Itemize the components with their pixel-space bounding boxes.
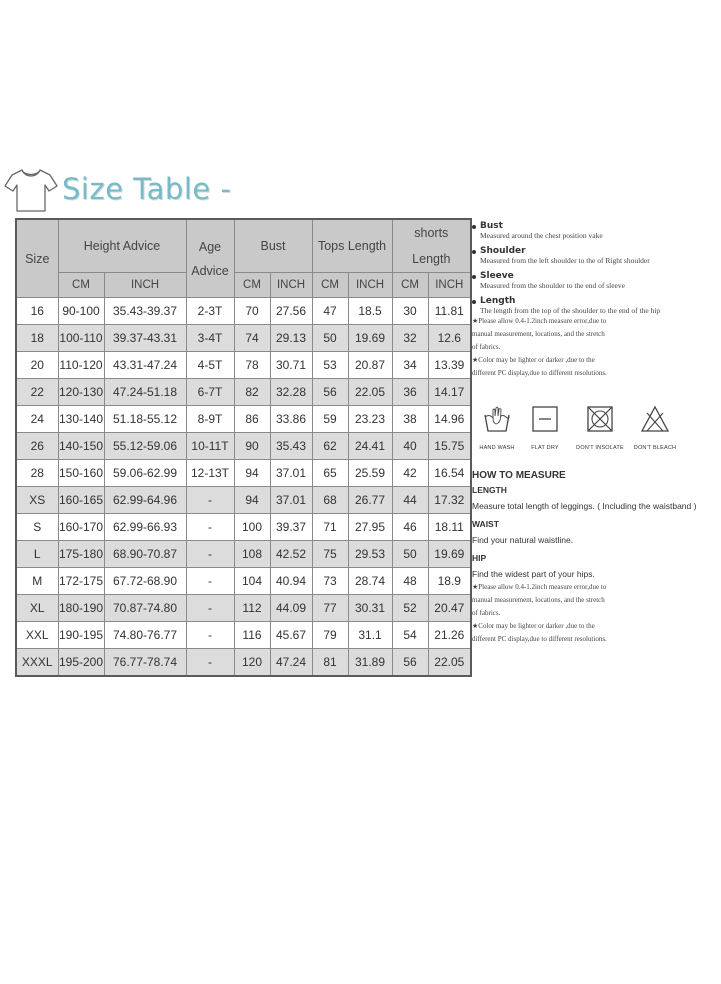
cell-tops-inch: 23.23 (348, 406, 392, 433)
cell-shorts-inch: 20.47 (428, 595, 471, 622)
cell-height-cm: 130-140 (58, 406, 104, 433)
cell-height-inch: 70.87-74.80 (104, 595, 186, 622)
cell-tops-cm: 56 (312, 379, 348, 406)
cell-bust-inch: 27.56 (270, 298, 312, 325)
care-dont-insolate (575, 405, 625, 451)
cell-height-cm: 120-130 (58, 379, 104, 406)
cell-height-cm: 160-165 (58, 487, 104, 514)
cell-shorts-cm: 30 (392, 298, 428, 325)
cell-size: 20 (16, 352, 58, 379)
note-title: Length (480, 296, 516, 306)
cell-age: - (186, 568, 234, 595)
table-row (16, 487, 471, 514)
cell-bust-cm: 94 (234, 460, 270, 487)
note-title: Bust (480, 221, 503, 231)
sub-header-inch: INCH (104, 273, 186, 298)
care-dont-bleach (630, 405, 680, 451)
cell-tops-cm: 62 (312, 433, 348, 460)
cell-size: XS (16, 487, 58, 514)
cell-tops-inch: 30.31 (348, 595, 392, 622)
cell-height-inch: 59.06-62.99 (104, 460, 186, 487)
cell-tops-inch: 25.59 (348, 460, 392, 487)
sub-header-cm: CM (234, 273, 270, 298)
cell-tops-cm: 77 (312, 595, 348, 622)
cell-bust-cm: 70 (234, 298, 270, 325)
cell-bust-cm: 78 (234, 352, 270, 379)
table-row (16, 433, 471, 460)
cell-size: 16 (16, 298, 58, 325)
allow-line: manual measurement, locations, and the stretch (472, 596, 605, 604)
cell-height-cm: 175-180 (58, 541, 104, 568)
cell-bust-cm: 120 (234, 649, 270, 677)
cell-height-cm: 190-195 (58, 622, 104, 649)
care-label: FLAT DRY (531, 445, 559, 451)
cell-tops-inch: 27.95 (348, 514, 392, 541)
note-title: Shoulder (480, 246, 526, 256)
cell-size: 18 (16, 325, 58, 352)
dont-bleach-icon (640, 405, 670, 433)
cell-bust-inch: 37.01 (270, 487, 312, 514)
cell-bust-cm: 90 (234, 433, 270, 460)
color-line: different PC display,due to different resolutions. (472, 369, 607, 377)
cell-age: 10-11T (186, 433, 234, 460)
cell-shorts-inch: 22.05 (428, 649, 471, 677)
cell-tops-cm: 65 (312, 460, 348, 487)
cell-height-inch: 62.99-64.96 (104, 487, 186, 514)
cell-tops-inch: 24.41 (348, 433, 392, 460)
allow-line: ★Please allow 0.4-1.2inch measure error,due to (472, 317, 607, 325)
cell-shorts-cm: 34 (392, 352, 428, 379)
cell-height-inch: 47.24-51.18 (104, 379, 186, 406)
cell-shorts-cm: 50 (392, 541, 428, 568)
cell-bust-cm: 82 (234, 379, 270, 406)
cell-tops-inch: 20.87 (348, 352, 392, 379)
measurement-notes (472, 221, 721, 380)
cell-height-cm: 180-190 (58, 595, 104, 622)
cell-shorts-inch: 16.54 (428, 460, 471, 487)
sub-header-cm: CM (58, 273, 104, 298)
measure-length-text: Measure total length of leggings. ( Including the waistband ) (472, 501, 697, 511)
cell-bust-cm: 104 (234, 568, 270, 595)
measure-hip-text: Find the widest part of your hips. (472, 569, 595, 579)
cell-height-cm: 150-160 (58, 460, 104, 487)
note-shoulder (472, 246, 721, 265)
cell-age: - (186, 541, 234, 568)
cell-shorts-cm: 46 (392, 514, 428, 541)
sub-header-inch: INCH (270, 273, 312, 298)
cell-tops-cm: 68 (312, 487, 348, 514)
cell-bust-inch: 32.28 (270, 379, 312, 406)
cell-size: 24 (16, 406, 58, 433)
cell-height-cm: 100-110 (58, 325, 104, 352)
allow-line: of fabrics. (472, 609, 501, 617)
cell-height-inch: 39.37-43.31 (104, 325, 186, 352)
cell-tops-inch: 31.1 (348, 622, 392, 649)
table-row (16, 352, 471, 379)
note-desc: Measured from the left shoulder to the of Right shoulder (480, 256, 650, 265)
cell-size: S (16, 514, 58, 541)
care-hand-wash (472, 405, 522, 451)
cell-bust-inch: 45.67 (270, 622, 312, 649)
table-header-row (16, 219, 471, 273)
cell-tops-cm: 81 (312, 649, 348, 677)
cell-height-cm: 110-120 (58, 352, 104, 379)
dont-insolate-icon (585, 405, 615, 433)
cell-shorts-cm: 48 (392, 568, 428, 595)
cell-shorts-inch: 17.32 (428, 487, 471, 514)
cell-tops-cm: 53 (312, 352, 348, 379)
cell-height-inch: 62.99-66.93 (104, 514, 186, 541)
cell-height-cm: 140-150 (58, 433, 104, 460)
cell-shorts-inch: 11.81 (428, 298, 471, 325)
shorts-header-line2: Length (412, 252, 451, 266)
cell-age: - (186, 595, 234, 622)
cell-shorts-inch: 13.39 (428, 352, 471, 379)
cell-age: - (186, 622, 234, 649)
cell-tops-inch: 26.77 (348, 487, 392, 514)
cell-size: XXL (16, 622, 58, 649)
cell-bust-inch: 47.24 (270, 649, 312, 677)
cell-bust-cm: 74 (234, 325, 270, 352)
note-bust (472, 221, 721, 240)
cell-shorts-inch: 21.26 (428, 622, 471, 649)
cell-tops-cm: 79 (312, 622, 348, 649)
cell-height-inch: 55.12-59.06 (104, 433, 186, 460)
cell-age: - (186, 514, 234, 541)
cell-shorts-inch: 14.17 (428, 379, 471, 406)
bullet-icon (472, 225, 476, 229)
cell-size: M (16, 568, 58, 595)
cell-shorts-cm: 54 (392, 622, 428, 649)
bullet-icon (472, 250, 476, 254)
table-row (16, 649, 471, 677)
sub-header-inch: INCH (428, 273, 471, 298)
size-table (15, 218, 472, 677)
cell-shorts-inch: 12.6 (428, 325, 471, 352)
cell-bust-cm: 100 (234, 514, 270, 541)
table-row (16, 298, 471, 325)
cell-shorts-inch: 19.69 (428, 541, 471, 568)
cell-size: XXXL (16, 649, 58, 677)
sub-header-cm: CM (392, 273, 428, 298)
sub-header-inch: INCH (348, 273, 392, 298)
cell-tops-inch: 28.74 (348, 568, 392, 595)
cell-bust-inch: 37.01 (270, 460, 312, 487)
measure-hip-label: HIP (472, 553, 487, 563)
cell-tops-cm: 75 (312, 541, 348, 568)
col-header-height: Height Advice (58, 219, 186, 273)
care-flat-dry (520, 405, 570, 451)
table-subheader-row (16, 273, 471, 298)
cell-height-cm: 195-200 (58, 649, 104, 677)
cell-bust-inch: 42.52 (270, 541, 312, 568)
table-row (16, 514, 471, 541)
shorts-header-line1: shorts (414, 226, 449, 240)
how-to-measure (472, 470, 721, 646)
care-instructions (472, 405, 721, 460)
cell-shorts-inch: 14.96 (428, 406, 471, 433)
cell-age: 4-5T (186, 352, 234, 379)
cell-height-inch: 67.72-68.90 (104, 568, 186, 595)
cell-tops-inch: 22.05 (348, 379, 392, 406)
cell-height-inch: 43.31-47.24 (104, 352, 186, 379)
table-row (16, 568, 471, 595)
bullet-icon (472, 275, 476, 279)
cell-age: - (186, 649, 234, 677)
cell-height-inch: 76.77-78.74 (104, 649, 186, 677)
cell-height-inch: 35.43-39.37 (104, 298, 186, 325)
hand-wash-icon (482, 405, 512, 433)
cell-tops-cm: 50 (312, 325, 348, 352)
table-row (16, 622, 471, 649)
cell-height-inch: 68.90-70.87 (104, 541, 186, 568)
age-header-line2: Advice (191, 263, 229, 278)
cell-age: 12-13T (186, 460, 234, 487)
cell-size: 28 (16, 460, 58, 487)
measure-length-label: LENGTH (472, 485, 507, 495)
cell-shorts-cm: 36 (392, 379, 428, 406)
cell-tops-cm: 59 (312, 406, 348, 433)
cell-shorts-cm: 56 (392, 649, 428, 677)
cell-size: L (16, 541, 58, 568)
cell-shorts-inch: 18.11 (428, 514, 471, 541)
cell-bust-inch: 40.94 (270, 568, 312, 595)
col-header-size: Size (16, 219, 58, 298)
cell-shorts-cm: 42 (392, 460, 428, 487)
cell-age: - (186, 487, 234, 514)
cell-height-inch: 51.18-55.12 (104, 406, 186, 433)
table-row (16, 325, 471, 352)
cell-bust-cm: 86 (234, 406, 270, 433)
table-body (16, 298, 471, 677)
size-table-header (4, 166, 304, 216)
cell-age: 2-3T (186, 298, 234, 325)
cell-shorts-cm: 32 (392, 325, 428, 352)
allow-line: ★Please allow 0.4-1.2inch measure error,due to (472, 583, 607, 591)
measure-waist-label: WAIST (472, 519, 499, 529)
cell-tops-inch: 18.5 (348, 298, 392, 325)
cell-shorts-cm: 52 (392, 595, 428, 622)
cell-tops-cm: 47 (312, 298, 348, 325)
cell-height-cm: 90-100 (58, 298, 104, 325)
measure-heading: HOW TO MEASURE (472, 470, 566, 481)
cell-age: 6-7T (186, 379, 234, 406)
cell-shorts-inch: 15.75 (428, 433, 471, 460)
color-line: ★Color may be lighter or darker ,due to the (472, 622, 595, 630)
cell-bust-inch: 39.37 (270, 514, 312, 541)
cell-size: 22 (16, 379, 58, 406)
allow-line: of fabrics. (472, 343, 501, 351)
cell-bust-inch: 30.71 (270, 352, 312, 379)
col-header-age (186, 219, 234, 298)
cell-bust-cm: 108 (234, 541, 270, 568)
cell-height-cm: 160-170 (58, 514, 104, 541)
measure-waist-text: Find your natural waistline. (472, 535, 574, 545)
care-label: DON'T INSOLATE (576, 445, 624, 451)
allow-error-note (472, 315, 721, 354)
cell-bust-cm: 94 (234, 487, 270, 514)
col-header-bust: Bust (234, 219, 312, 273)
cell-size: XL (16, 595, 58, 622)
color-line: different PC display,due to different resolutions. (472, 635, 607, 643)
measure-allow-note (472, 581, 721, 620)
cell-bust-cm: 112 (234, 595, 270, 622)
allow-line: manual measurement, locations, and the stretch (472, 330, 605, 338)
cell-tops-inch: 19.69 (348, 325, 392, 352)
note-sleeve (472, 271, 721, 290)
cell-bust-inch: 29.13 (270, 325, 312, 352)
page-title: Size Table - (62, 172, 232, 206)
measure-color-note (472, 620, 721, 646)
cell-tops-cm: 71 (312, 514, 348, 541)
note-title: Sleeve (480, 271, 514, 281)
col-header-tops: Tops Length (312, 219, 392, 273)
cell-bust-cm: 116 (234, 622, 270, 649)
cell-shorts-cm: 38 (392, 406, 428, 433)
cell-shorts-inch: 18.9 (428, 568, 471, 595)
cell-height-inch: 74.80-76.77 (104, 622, 186, 649)
table-row (16, 460, 471, 487)
care-label: HAND WASH (479, 445, 515, 451)
table-row (16, 379, 471, 406)
flat-dry-icon (530, 405, 560, 433)
note-desc: The length from the top of the shoulder to the end of the hip (480, 306, 661, 315)
cell-tops-cm: 73 (312, 568, 348, 595)
sub-header-cm: CM (312, 273, 348, 298)
cell-shorts-cm: 40 (392, 433, 428, 460)
note-desc: Measured from the shoulder to the end of sleeve (480, 281, 625, 290)
cell-shorts-cm: 44 (392, 487, 428, 514)
bullet-icon (472, 300, 476, 304)
table-row (16, 541, 471, 568)
cell-size: 26 (16, 433, 58, 460)
care-label: DON'T BLEACH (633, 445, 677, 451)
cell-bust-inch: 33.86 (270, 406, 312, 433)
cell-height-cm: 172-175 (58, 568, 104, 595)
cell-bust-inch: 35.43 (270, 433, 312, 460)
color-line: ★Color may be lighter or darker ,due to the (472, 356, 595, 364)
color-note (472, 354, 721, 380)
t-shirt-icon (4, 166, 58, 214)
cell-tops-inch: 29.53 (348, 541, 392, 568)
cell-age: 8-9T (186, 406, 234, 433)
cell-tops-inch: 31.89 (348, 649, 392, 677)
note-length (472, 296, 721, 315)
note-desc: Measured around the chest position vake (480, 231, 603, 240)
table-row (16, 595, 471, 622)
cell-bust-inch: 44.09 (270, 595, 312, 622)
cell-age: 3-4T (186, 325, 234, 352)
age-header-line1: Age (198, 239, 222, 254)
table-row (16, 406, 471, 433)
col-header-shorts (392, 219, 471, 273)
